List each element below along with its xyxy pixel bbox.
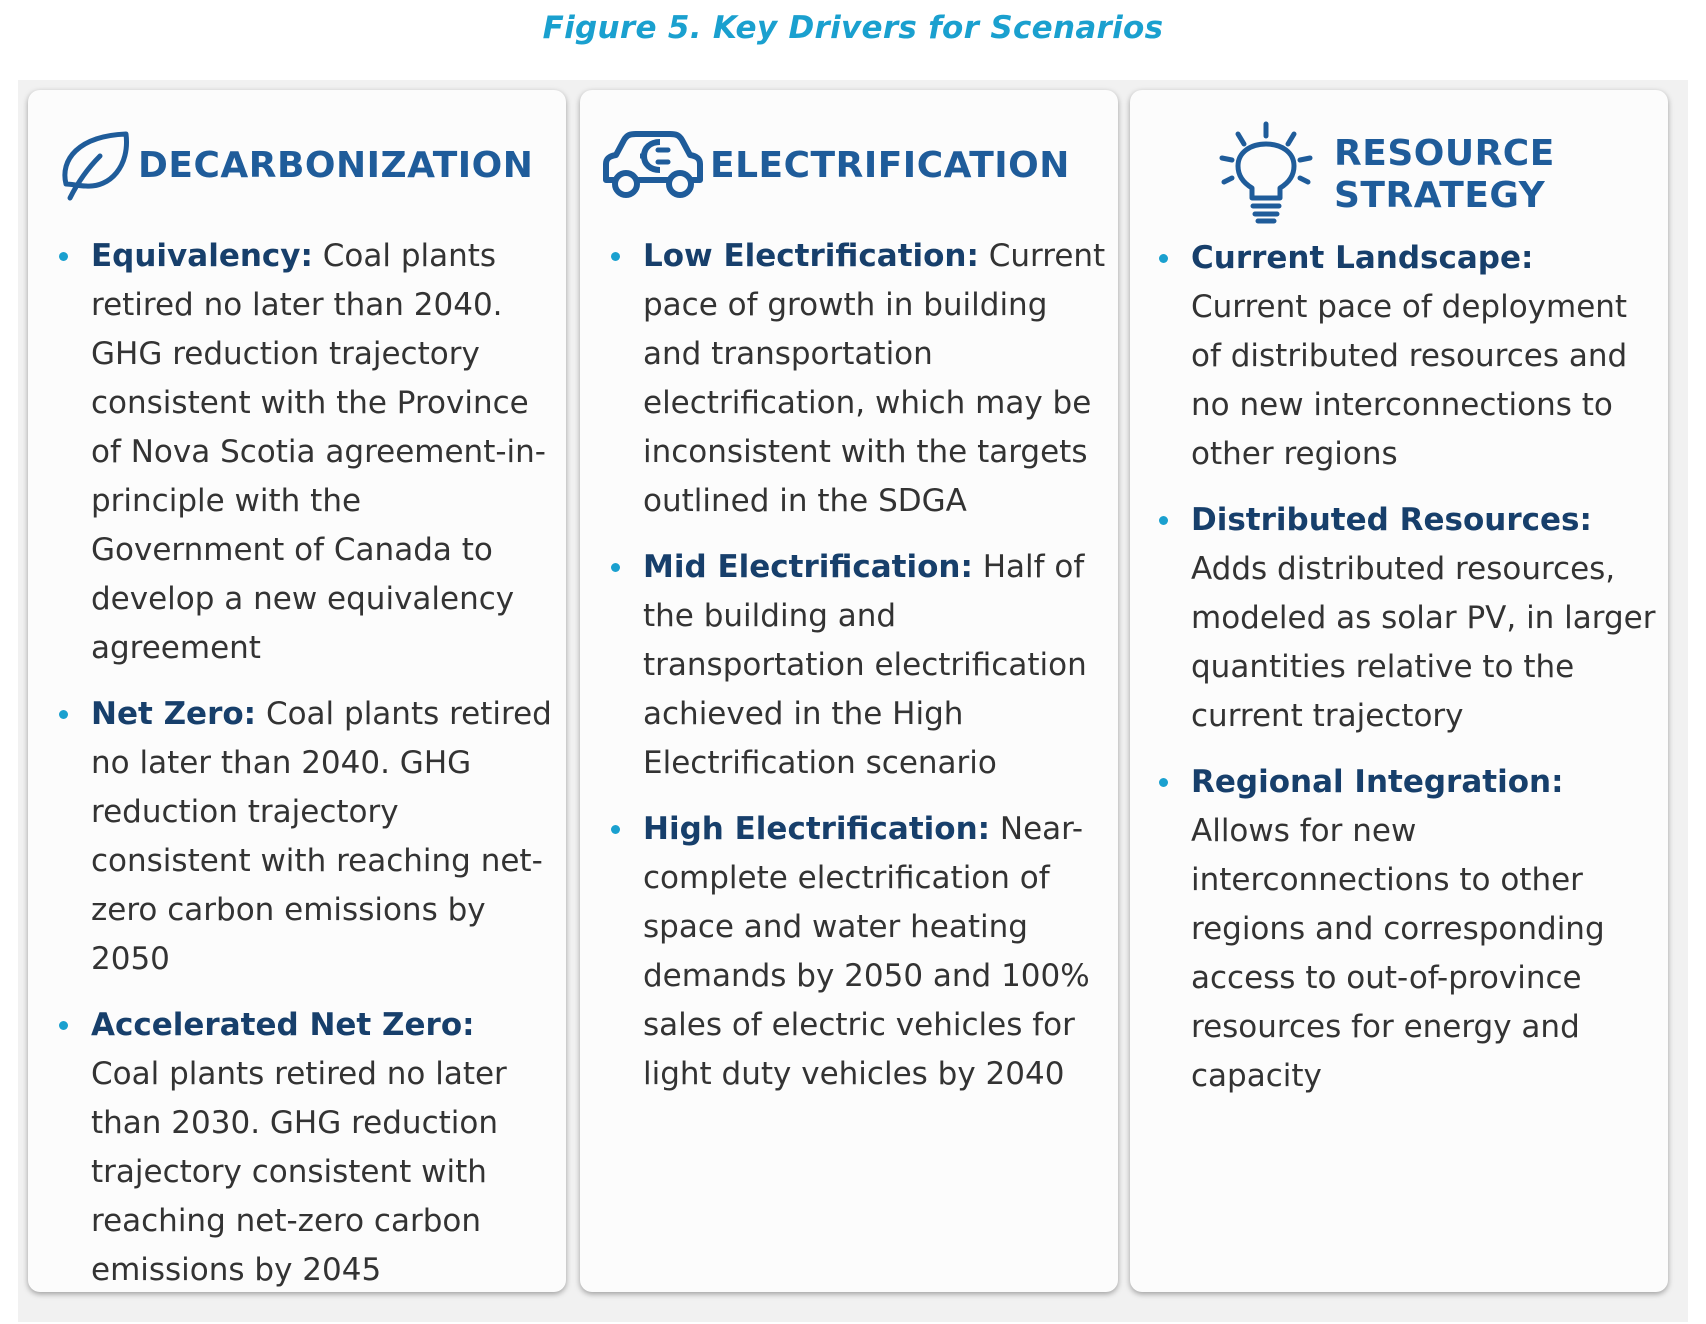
item-term: Low Electrification: [643,238,979,274]
lightbulb-icon [1216,120,1316,230]
card-header [1216,120,1555,230]
card-title [1334,133,1555,217]
card-title: DECARBONIZATION [138,145,534,186]
bullet-list [596,232,1108,1116]
list-item [596,543,1108,788]
item-text: Coal plants retired no later than 2030. GHG reduction trajectory consistent with reaching net-zero carbon emissions by 2045 [91,1056,507,1288]
card-electrification [580,90,1118,1292]
item-text: Allows for new interconnections to other regions and corresponding access to out-of-province resources for energy and capacity [1191,813,1605,1094]
list-item [44,232,552,673]
item-text: Coal plants retired no later than 2040. GHG reduction trajectory consistent with the Province of Nova Scotia agreement-in-principle with the Government of Canada to develop a new equivalency agreement [91,238,546,666]
bullet-list [1144,234,1656,1118]
card-decarbonization [28,90,566,1292]
item-term: Net Zero: [91,696,257,732]
item-term: Distributed Resources: [1191,502,1592,538]
figure-title: Figure 5. Key Drivers for Scenarios [542,10,1164,46]
card-header [56,126,533,206]
list-item [1144,496,1656,741]
item-term: High Electrification: [643,811,991,847]
list-item [596,805,1108,1099]
item-term: Current Landscape: [1191,240,1534,276]
item-term: Regional Integration: [1191,764,1564,800]
bullet-dot [611,563,620,572]
item-text: Current pace of growth in building and transportation electrification, which may be inconsistent with the targets outlined in the SDGA [643,238,1106,519]
bullet-dot [59,710,68,719]
list-item [44,690,552,984]
card-title-line: STRATEGY [1334,175,1546,216]
item-term: Accelerated Net Zero: [91,1007,475,1043]
item-text: Coal plants retired no later than 2040. GHG reduction trajectory consistent with reaching net-zero carbon emissions by 2050 [91,696,552,977]
item-term: Equivalency: [91,238,313,274]
card-title-line: RESOURCE [1334,133,1555,174]
list-item [1144,234,1656,479]
card-resource-strategy [1130,90,1668,1292]
list-item [44,1001,552,1295]
leaf-icon [56,126,136,206]
item-text: Current pace of deployment of distributed resources and no new interconnections to other regions [1191,289,1628,472]
item-term: Mid Electrification: [643,549,973,585]
electric-car-icon [596,128,710,204]
item-text: Adds distributed resources, modeled as solar PV, in larger quantities relative to the current trajectory [1191,551,1656,734]
item-text: Near-complete electrification of space and water heating demands by 2050 and 100% sales of electric vehicles for light duty vehicles by 2040 [643,811,1090,1092]
bullet-dot [1159,778,1168,787]
card-title: ELECTRIFICATION [710,145,1070,186]
list-item [596,232,1108,526]
bullet-list [44,232,552,1312]
list-item [1144,758,1656,1101]
item-text: Half of the building and transportation electrification achieved in the High Electrification scenario [643,549,1087,781]
bullet-dot [59,252,68,261]
bullet-dot [1159,254,1168,263]
card-header [596,128,1070,204]
bullet-dot [1159,516,1168,525]
bullet-dot [611,252,620,261]
bullet-dot [611,825,620,834]
bullet-dot [59,1021,68,1030]
